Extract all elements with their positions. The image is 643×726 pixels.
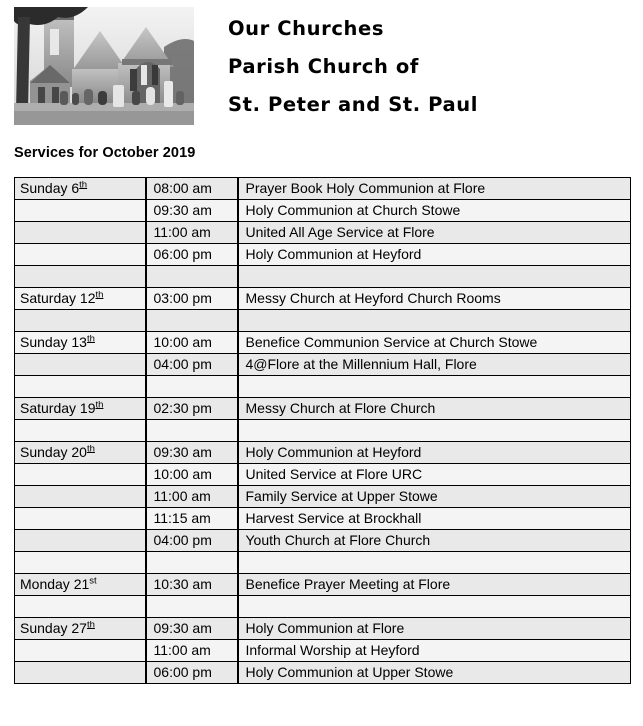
schedule-spacer-row: [15, 376, 631, 398]
schedule-day-cell: [15, 596, 146, 618]
schedule-row: [15, 464, 631, 486]
schedule-time-cell: [146, 266, 238, 288]
schedule-row: [15, 288, 631, 310]
schedule-time-cell: [146, 310, 238, 332]
schedule-time-cell: [146, 420, 238, 442]
schedule-day-cell: [15, 486, 146, 508]
schedule-service-cell: United All Age Service at Flore: [238, 222, 631, 244]
schedule-day-cell: [15, 508, 146, 530]
schedule-row: [15, 398, 631, 420]
ordinal-suffix: th: [86, 333, 95, 345]
schedule-day-cell: [15, 266, 146, 288]
schedule-service-cell: Messy Church at Heyford Church Rooms: [238, 288, 631, 310]
schedule-service-cell: Family Service at Upper Stowe: [238, 486, 631, 508]
schedule-row: [15, 486, 631, 508]
schedule-day-cell: Saturday 12th: [15, 288, 146, 310]
schedule-spacer-row: [15, 552, 631, 574]
schedule-time-cell: 11:00 am: [146, 486, 238, 508]
schedule-spacer-row: [15, 310, 631, 332]
schedule-time-cell: 06:00 pm: [146, 662, 238, 684]
ordinal-suffix: th: [95, 289, 104, 301]
schedule-service-cell: Holy Communion at Upper Stowe: [238, 662, 631, 684]
schedule-service-cell: 4@Flore at the Millennium Hall, Flore: [238, 354, 631, 376]
schedule-service-cell: Benefice Communion Service at Church Stowe: [238, 332, 631, 354]
schedule-spacer-row: [15, 420, 631, 442]
title-line-2: Parish Church of: [228, 55, 419, 78]
schedule-row: [15, 640, 631, 662]
schedule-row: [15, 442, 631, 464]
schedule-day-cell: [15, 464, 146, 486]
schedule-row: [15, 618, 631, 640]
schedule-time-cell: 09:30 am: [146, 618, 238, 640]
schedule-time-cell: 04:00 pm: [146, 354, 238, 376]
ordinal-suffix: th: [79, 179, 88, 191]
church-photo-image: [14, 7, 194, 125]
title-line-1: Our Churches: [228, 17, 385, 40]
schedule-day-cell: [15, 420, 146, 442]
page-header: [0, 0, 643, 133]
schedule-time-cell: 11:00 am: [146, 222, 238, 244]
schedule-time-cell: 09:30 am: [146, 200, 238, 222]
schedule-row: [15, 332, 631, 354]
schedule-day-cell: [15, 640, 146, 662]
schedule-table-body: [15, 178, 631, 684]
schedule-time-cell: [146, 596, 238, 618]
schedule-time-cell: 10:00 am: [146, 332, 238, 354]
schedule-time-cell: 03:00 pm: [146, 288, 238, 310]
schedule-day-cell: Sunday 13th: [15, 332, 146, 354]
schedule-day-cell: [15, 552, 146, 574]
schedule-service-cell: [238, 596, 631, 618]
schedule-day-cell: [15, 354, 146, 376]
schedule-service-cell: Holy Communion at Church Stowe: [238, 200, 631, 222]
schedule-service-cell: [238, 552, 631, 574]
schedule-row: [15, 662, 631, 684]
ordinal-suffix: th: [95, 399, 104, 411]
schedule-time-cell: 06:00 pm: [146, 244, 238, 266]
schedule-row: [15, 200, 631, 222]
schedule-row: [15, 222, 631, 244]
services-schedule-table: [14, 177, 631, 684]
schedule-time-cell: 10:00 am: [146, 464, 238, 486]
schedule-day-cell: [15, 376, 146, 398]
schedule-day-cell: Saturday 19th: [15, 398, 146, 420]
schedule-day-cell: [15, 222, 146, 244]
schedule-row: [15, 574, 631, 596]
schedule-day-cell: Monday 21st: [15, 574, 146, 596]
schedule-time-cell: 08:00 am: [146, 178, 238, 200]
schedule-service-cell: Holy Communion at Heyford: [238, 442, 631, 464]
schedule-time-cell: 02:30 pm: [146, 398, 238, 420]
schedule-time-cell: 10:30 am: [146, 574, 238, 596]
title-line-3: St. Peter and St. Paul: [228, 93, 479, 116]
schedule-service-cell: United Service at Flore URC: [238, 464, 631, 486]
title-block: [228, 10, 628, 124]
schedule-day-cell: Sunday 6th: [15, 178, 146, 200]
schedule-service-cell: Messy Church at Flore Church: [238, 398, 631, 420]
schedule-day-cell: [15, 530, 146, 552]
schedule-table-container: [14, 177, 630, 684]
schedule-time-cell: 09:30 am: [146, 442, 238, 464]
schedule-service-cell: [238, 420, 631, 442]
schedule-time-cell: 11:00 am: [146, 640, 238, 662]
schedule-row: [15, 508, 631, 530]
schedule-row: [15, 530, 631, 552]
schedule-service-cell: [238, 310, 631, 332]
schedule-time-cell: 04:00 pm: [146, 530, 238, 552]
schedule-service-cell: Youth Church at Flore Church: [238, 530, 631, 552]
schedule-day-cell: [15, 662, 146, 684]
schedule-day-cell: Sunday 27th: [15, 618, 146, 640]
schedule-service-cell: Holy Communion at Flore: [238, 618, 631, 640]
schedule-time-cell: [146, 552, 238, 574]
schedule-day-cell: [15, 200, 146, 222]
ordinal-suffix: st: [89, 575, 97, 587]
schedule-time-cell: 11:15 am: [146, 508, 238, 530]
schedule-row: [15, 178, 631, 200]
schedule-row: [15, 354, 631, 376]
schedule-row: [15, 244, 631, 266]
schedule-day-cell: Sunday 20th: [15, 442, 146, 464]
schedule-service-cell: [238, 376, 631, 398]
schedule-spacer-row: [15, 596, 631, 618]
ordinal-suffix: th: [86, 619, 95, 631]
schedule-service-cell: Benefice Prayer Meeting at Flore: [238, 574, 631, 596]
schedule-time-cell: [146, 376, 238, 398]
church-photo: [14, 7, 194, 125]
schedule-service-cell: [238, 266, 631, 288]
schedule-day-cell: [15, 244, 146, 266]
services-heading: Services for October 2019: [14, 145, 196, 161]
schedule-service-cell: Holy Communion at Heyford: [238, 244, 631, 266]
schedule-service-cell: Prayer Book Holy Communion at Flore: [238, 178, 631, 200]
schedule-day-cell: [15, 310, 146, 332]
ordinal-suffix: th: [86, 443, 95, 455]
schedule-spacer-row: [15, 266, 631, 288]
schedule-service-cell: Informal Worship at Heyford: [238, 640, 631, 662]
schedule-service-cell: Harvest Service at Brockhall: [238, 508, 631, 530]
